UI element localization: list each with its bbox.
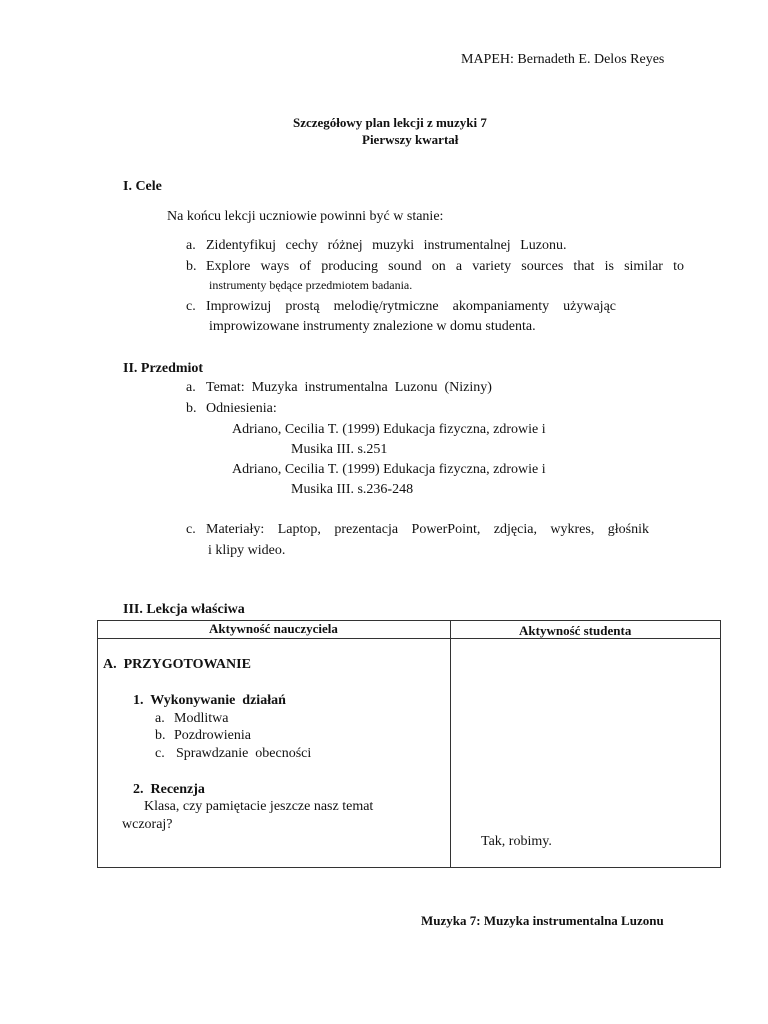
step1-marker-b: b. — [155, 728, 166, 743]
goals-intro: Na końcu lekcji uczniowie powinni być w stanie: — [167, 209, 444, 224]
goal-marker-b: b. — [186, 259, 197, 274]
section-heading-lesson: III. Lekcja właściwa — [123, 602, 245, 617]
table-column-divider — [450, 620, 451, 868]
goal-text-c: Improwizuj prostą melodię/rytmiczne akompaniamenty używając — [206, 299, 616, 314]
step1-heading: 1. Wykonywanie działań — [133, 693, 286, 708]
column-header-teacher: Aktywność nauczyciela — [209, 621, 338, 636]
column-header-student: Aktywność studenta — [519, 623, 632, 638]
author-line: MAPEH: Bernadeth E. Delos Reyes — [461, 52, 665, 67]
step2-heading: 2. Recenzja — [133, 782, 205, 797]
materials-text: Materiały: Laptop, prezentacja PowerPoint, zdjęcia, wykres, głośnik — [206, 522, 649, 537]
student-answer: Tak, robimy. — [481, 834, 552, 849]
materials-text-cont: i klipy wideo. — [208, 543, 286, 558]
document-subtitle: Pierwszy kwartał — [362, 132, 459, 147]
step1-item-greetings: Pozdrowienia — [174, 728, 251, 743]
goal-text-c-cont: improwizowane instrumenty znalezione w domu studenta. — [209, 319, 536, 334]
reference-2-line1: Adriano, Cecilia T. (1999) Edukacja fizyczna, zdrowie i — [232, 462, 546, 477]
step1-item-prayer: Modlitwa — [174, 711, 229, 726]
topic-marker: a. — [186, 380, 196, 395]
step1-marker-a: a. — [155, 711, 165, 726]
goal-marker-c: c. — [186, 299, 196, 314]
goal-marker-a: a. — [186, 238, 196, 253]
goal-text-b-cont: instrumenty będące przedmiotem badania. — [209, 278, 413, 292]
refs-marker: b. — [186, 401, 197, 416]
section-heading-subject: II. Przedmiot — [123, 361, 204, 376]
section-heading-goals: I. Cele — [123, 179, 162, 194]
materials-marker: c. — [186, 522, 196, 537]
footer-title: Muzyka 7: Muzyka instrumentalna Luzonu — [421, 913, 664, 928]
goal-text-b: Explore ways of producing sound on a variety sources that is similar to — [206, 259, 684, 274]
topic-text: Temat: Muzyka instrumentalna Luzonu (Niziny) — [206, 380, 492, 395]
step1-item-attendance: Sprawdzanie obecności — [176, 746, 312, 761]
step2-question-line1: Klasa, czy pamiętacie jeszcze nasz temat — [144, 799, 374, 814]
reference-1-line2: Musika III. s.251 — [291, 442, 388, 457]
reference-2-line2: Musika III. s.236-248 — [291, 482, 414, 497]
step2-question-line2: wczoraj? — [122, 817, 173, 832]
preparation-heading: A. PRZYGOTOWANIE — [103, 657, 251, 672]
document-title: Szczegółowy plan lekcji z muzyki 7 — [293, 115, 487, 130]
goal-text-a: Zidentyfikuj cechy różnej muzyki instrumentalnej Luzonu. — [206, 238, 567, 253]
reference-1-line1: Adriano, Cecilia T. (1999) Edukacja fizyczna, zdrowie i — [232, 422, 546, 437]
refs-label: Odniesienia: — [206, 401, 277, 416]
step1-marker-c: c. — [155, 746, 165, 761]
